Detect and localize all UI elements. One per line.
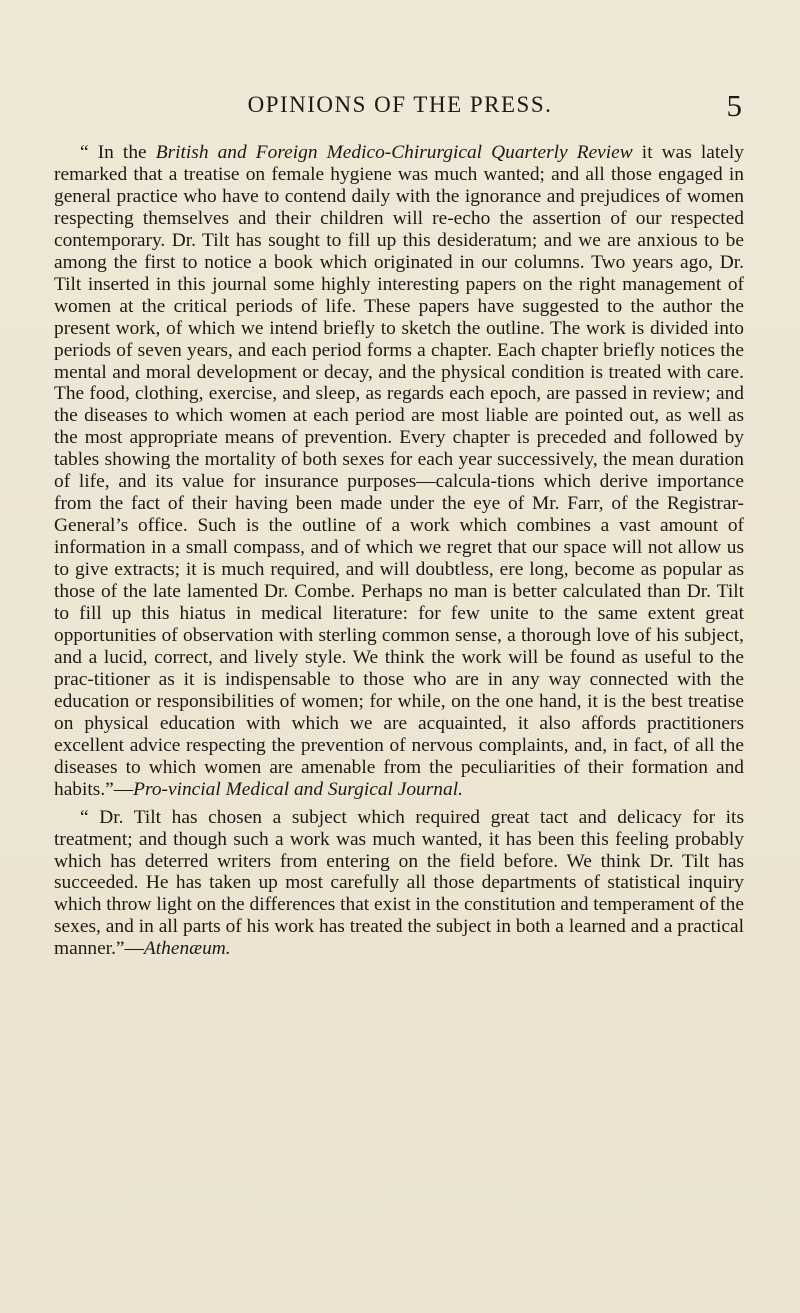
review-paragraph-1: [54, 142, 744, 801]
page-number: 5: [726, 88, 742, 123]
citation-provincial-medical-journal: Pro-vincial Medical and Surgical Journal.: [133, 778, 463, 800]
paragraph-1-text-part-2: it was lately remarked that a treatise on female hygiene was much wanted; and all those engaged in general practice who have to contend daily with the ignorance and prejudices of women respecting themselves and their children will re-echo the assertion of our respected contemporary. Dr. Tilt has sought to fill up this desideratum; and we are anxious to be among the first to notice a book which originated in our columns. Two years ago, Dr. Tilt inserted in this journal some highly interesting papers on the right management of women at the critical periods of life. These papers have suggested to the author the present work, of which we intend briefly to sketch the outline. The work is divided into periods of seven years, and each period forms a chapter. Each chapter briefly notices the mental and moral development or decay, and the physical condition is treated with care. The food, clothing, exercise, and sleep, as regards each epoch, are passed in review; and the diseases to which women at each period are most liable are pointed out, as well as the most appropriate means of prevention. Every chapter is preceded and followed by tables showing the mortality of both sexes for each year successively, the mean duration of life, and its value for insurance purposes—calcula-tions which derive importance from the fact of their having been made under the eye of Mr. Farr, of the Registrar-General’s office. Such is the outline of a work which combines a vast amount of information in a small compass, and of which we regret that our space will not allow us to give extracts; it is much required, and will doubtless, ere long, become as popular as those of the late lamented Dr. Combe. Perhaps no man is better calculated than Dr. Tilt to fill up this hiatus in medical literature: for few unite to the same extent great opportunities of observation with sterling common sense, a thorough love of his subject, and a lucid, correct, and lively style. We think the work will be found as useful to the prac-titioner as it is indispensable to those who are in any way connected with the education or responsibilities of women; for while, on the one hand, it is the best treatise on physical education with which we are acquainted, it also affords practitioners excellent advice respecting the prevention of nervous complaints, and, in fact, of all the diseases to which women are amenable from the peculiarities of their formation and habits.”—: [54, 142, 744, 800]
paragraph-1-text-part-1: “ In the: [80, 142, 156, 163]
running-title: OPINIONS OF THE PRESS.: [247, 92, 553, 117]
body-text: [54, 142, 744, 960]
review-paragraph-2: [54, 807, 744, 961]
page-header: [0, 88, 800, 132]
journal-title: British and Foreign Medico-Chirurgical Quarterly Review: [155, 142, 633, 163]
citation-athenaeum: Athenæum.: [143, 938, 231, 960]
paragraph-2-text: “ Dr. Tilt has chosen a subject which required great tact and delicacy for its treatment; and though such a work was much wanted, it has been this feeling probably which has deterred writers from entering on the field before. We think Dr. Tilt has succeeded. He has taken up most carefully all those departments of statistical inquiry which throw light on the differences that exist in the constitution and temperament of the sexes, and in all parts of his work has treated the subject in both a learned and a practical manner.”—: [54, 806, 744, 960]
